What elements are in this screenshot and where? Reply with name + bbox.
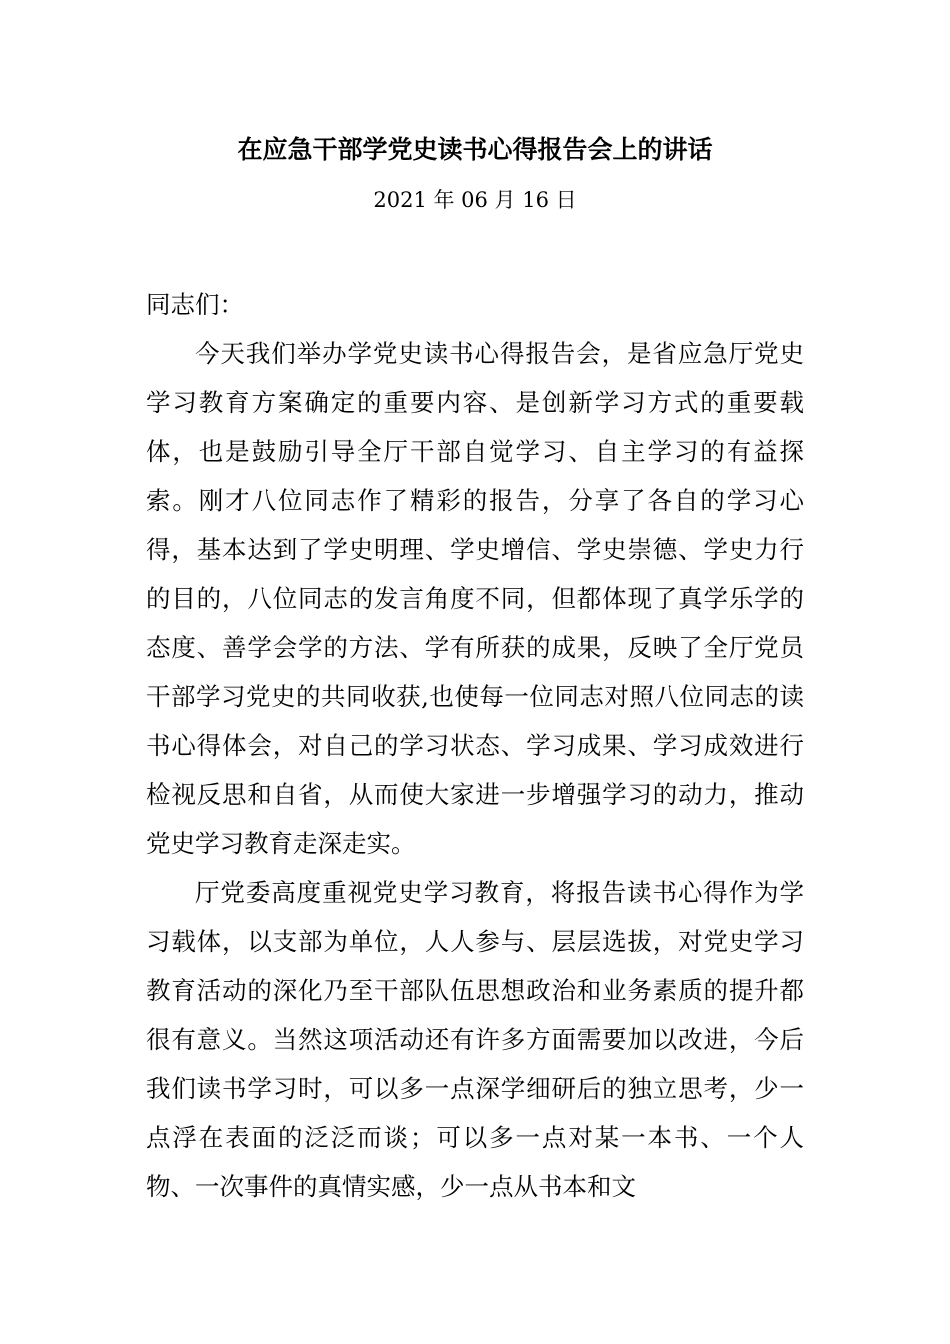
greeting: 同志们： [146, 290, 244, 319]
paragraph-2: 厅党委高度重视党史学习教育，将报告读书心得作为学习载体，以支部为单位，人人参与、层层选拔，对党史学习教育活动的深化乃至干部队伍思想政治和业务素质的提升都很有意义。当然这项活动还有许多方面需要加以改进，今后我们读书学习时，可以多一点深学细研后的独立思考，少一点浮在表面的泛泛而谈；可以多一点对某一本书、一个人物、一次事件的真情实感，少一点从书本和文 [146, 878, 804, 1201]
document-title: 在应急干部学党史读书心得报告会上的讲话 [237, 135, 713, 164]
document-body [146, 280, 804, 1211]
document-date: 2021 年 06 月 16 日 [373, 188, 577, 212]
paragraph-1: 今天我们举办学党史读书心得报告会，是省应急厅党史学习教育方案确定的重要内容、是创新学习方式的重要载体，也是鼓励引导全厅干部自觉学习、自主学习的有益探索。刚才八位同志作了精彩的报告，分享了各自的学习心得，基本达到了学史明理、学史增信、学史崇德、学史力行的目的，八位同志的发言角度不同，但都体现了真学乐学的态度、善学会学的方法、学有所获的成果，反映了全厅党员干部学习党史的共同收获,也使每一位同志对照八位同志的读书心得体会，对自己的学习状态、学习成果、学习成效进行检视反思和自省，从而使大家进一步增强学习的动力，推动党史学习教育走深走实。 [146, 339, 804, 858]
